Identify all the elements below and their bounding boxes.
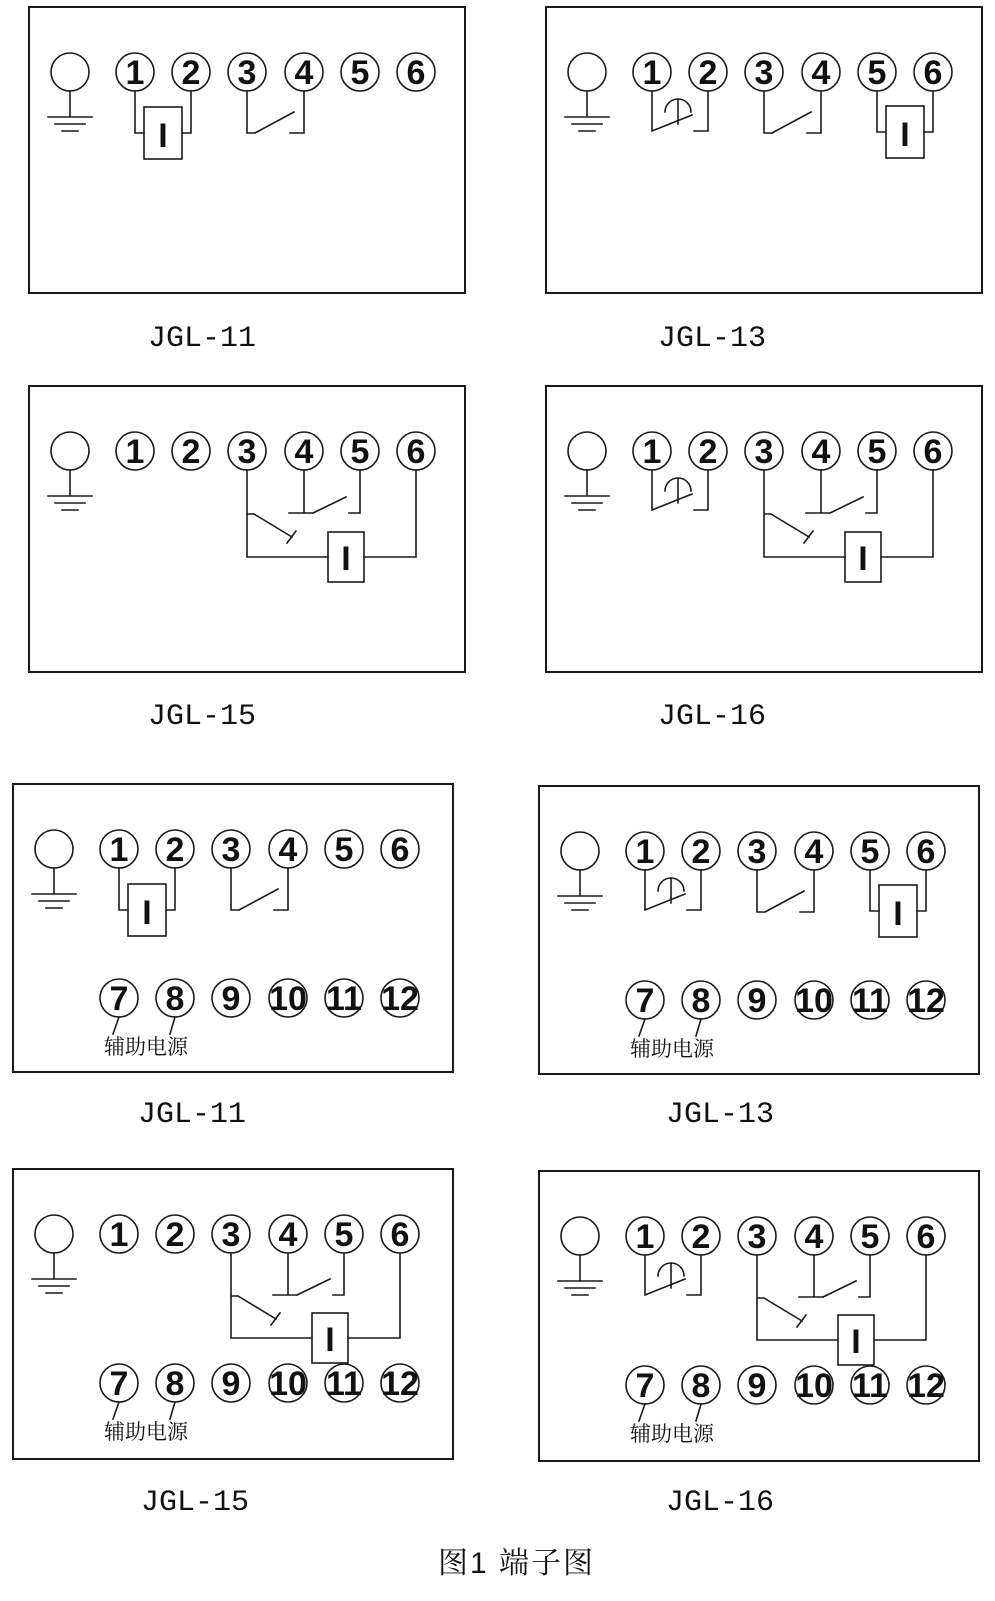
terminal-8: 8 bbox=[165, 1365, 185, 1403]
terminal-3: 3 bbox=[221, 1216, 241, 1254]
aux-terminal-circles bbox=[626, 981, 945, 1020]
coil-label: I bbox=[900, 116, 910, 154]
panel-label-jgl13-aux: JGL-13 bbox=[666, 1098, 775, 1132]
panel-jgl16-basic bbox=[545, 385, 983, 673]
terminal-10: 10 bbox=[795, 982, 833, 1020]
nc-contact-symbol bbox=[652, 470, 708, 510]
terminal-7: 7 bbox=[109, 980, 129, 1018]
terminal-9: 9 bbox=[221, 1365, 241, 1403]
terminal-4: 4 bbox=[811, 54, 831, 92]
aux-power-label: 辅助电源 bbox=[630, 1038, 714, 1061]
terminal-2: 2 bbox=[181, 433, 201, 471]
panel-label-jgl11-basic: JGL-11 bbox=[148, 322, 257, 356]
panel-border bbox=[13, 784, 453, 1072]
terminal-circles bbox=[100, 1215, 419, 1254]
ground-icon bbox=[565, 432, 609, 510]
terminal-3: 3 bbox=[237, 433, 257, 471]
terminal-12: 12 bbox=[907, 1367, 945, 1405]
terminal-6: 6 bbox=[406, 433, 426, 471]
terminal-3: 3 bbox=[747, 1218, 767, 1256]
terminal-7: 7 bbox=[109, 1365, 129, 1403]
panel-label-jgl13-basic: JGL-13 bbox=[658, 322, 767, 356]
terminal-9: 9 bbox=[747, 1367, 767, 1405]
aux-terminal-circles bbox=[100, 979, 419, 1018]
terminal-5: 5 bbox=[350, 54, 370, 92]
terminal-4: 4 bbox=[804, 833, 824, 871]
terminal-3: 3 bbox=[754, 433, 774, 471]
panel-jgl15-basic bbox=[28, 385, 466, 673]
aux-terminal-circles bbox=[100, 1364, 419, 1403]
panel-jgl16-aux bbox=[538, 1170, 980, 1462]
coil-label: I bbox=[142, 894, 152, 932]
panel-label-jgl16-basic: JGL-16 bbox=[658, 700, 767, 734]
terminal-11: 11 bbox=[852, 982, 888, 1020]
terminal-5: 5 bbox=[860, 833, 880, 871]
terminal-4: 4 bbox=[294, 54, 314, 92]
terminal-10: 10 bbox=[269, 980, 307, 1018]
terminal-10: 10 bbox=[795, 1367, 833, 1405]
coil-symbol bbox=[870, 870, 926, 937]
terminal-circles bbox=[626, 1217, 945, 1256]
terminal-2: 2 bbox=[691, 833, 711, 871]
terminal-6: 6 bbox=[916, 1218, 936, 1256]
aux-terminal-circles bbox=[626, 1366, 945, 1405]
terminal-1: 1 bbox=[642, 54, 662, 92]
terminal-9: 9 bbox=[747, 982, 767, 1020]
coil-label: I bbox=[158, 117, 168, 155]
ground-icon bbox=[48, 53, 92, 131]
panel-label-jgl11-aux: JGL-11 bbox=[138, 1098, 247, 1132]
terminal-4: 4 bbox=[804, 1218, 824, 1256]
terminal-1: 1 bbox=[109, 1216, 129, 1254]
coil-label: I bbox=[858, 540, 868, 578]
terminal-11: 11 bbox=[326, 1365, 362, 1403]
no-contact-symbol bbox=[231, 868, 288, 910]
figure-caption: 图1 端子图 bbox=[438, 1547, 596, 1580]
aux-power-leads bbox=[630, 1019, 715, 1061]
aux-power-leads bbox=[630, 1404, 715, 1446]
coil-label: I bbox=[893, 895, 903, 933]
coil-symbol bbox=[135, 91, 191, 159]
terminal-5: 5 bbox=[867, 54, 887, 92]
panel-jgl13-basic bbox=[545, 6, 983, 294]
ground-icon bbox=[558, 1217, 602, 1295]
panel-jgl15-aux bbox=[12, 1168, 454, 1460]
panel-jgl11-basic bbox=[28, 6, 466, 294]
terminal-12: 12 bbox=[907, 982, 945, 1020]
panel-border bbox=[13, 1169, 453, 1459]
terminal-7: 7 bbox=[635, 982, 655, 1020]
terminal-2: 2 bbox=[691, 1218, 711, 1256]
terminal-circles bbox=[116, 432, 435, 471]
terminal-12: 12 bbox=[381, 1365, 419, 1403]
aux-power-leads bbox=[104, 1402, 189, 1444]
coil-symbol bbox=[312, 1253, 400, 1363]
terminal-3: 3 bbox=[754, 54, 774, 92]
coil-symbol bbox=[877, 91, 933, 158]
terminal-9: 9 bbox=[221, 980, 241, 1018]
aux-power-label: 辅助电源 bbox=[104, 1036, 188, 1059]
terminal-6: 6 bbox=[916, 833, 936, 871]
coil-label: I bbox=[325, 1321, 335, 1359]
panel-jgl11-aux bbox=[12, 783, 454, 1073]
terminal-6: 6 bbox=[390, 831, 410, 869]
terminal-1: 1 bbox=[635, 1218, 655, 1256]
terminal-3: 3 bbox=[237, 54, 257, 92]
terminal-5: 5 bbox=[334, 831, 354, 869]
panel-border bbox=[29, 7, 465, 293]
terminal-3: 3 bbox=[221, 831, 241, 869]
terminal-4: 4 bbox=[294, 433, 314, 471]
terminal-circles bbox=[633, 53, 952, 92]
terminal-8: 8 bbox=[165, 980, 185, 1018]
aux-power-label: 辅助电源 bbox=[104, 1421, 188, 1444]
ground-icon bbox=[32, 1215, 76, 1293]
terminal-6: 6 bbox=[390, 1216, 410, 1254]
no-contact-symbol bbox=[757, 870, 814, 912]
coil-label: I bbox=[851, 1323, 861, 1361]
terminal-11: 11 bbox=[852, 1367, 888, 1405]
terminal-2: 2 bbox=[165, 831, 185, 869]
panel-border bbox=[539, 1171, 979, 1461]
terminal-2: 2 bbox=[165, 1216, 185, 1254]
panel-jgl13-aux bbox=[538, 785, 980, 1075]
aux-power-leads bbox=[104, 1017, 189, 1059]
terminal-8: 8 bbox=[691, 982, 711, 1020]
terminal-1: 1 bbox=[642, 433, 662, 471]
ground-icon bbox=[32, 830, 76, 908]
terminal-1: 1 bbox=[109, 831, 129, 869]
terminal-5: 5 bbox=[867, 433, 887, 471]
terminal-5: 5 bbox=[350, 433, 370, 471]
no-contact-symbol bbox=[247, 91, 304, 133]
panel-border bbox=[539, 786, 979, 1074]
panel-label-jgl15-aux: JGL-15 bbox=[141, 1486, 250, 1520]
terminal-2: 2 bbox=[698, 433, 718, 471]
terminal-2: 2 bbox=[698, 54, 718, 92]
terminal-circles bbox=[100, 830, 419, 869]
terminal-10: 10 bbox=[269, 1365, 307, 1403]
terminal-circles bbox=[116, 53, 435, 92]
coil-symbol bbox=[119, 868, 175, 936]
nc-contact-symbol bbox=[645, 1255, 701, 1295]
terminal-1: 1 bbox=[125, 54, 145, 92]
terminal-12: 12 bbox=[381, 980, 419, 1018]
panel-border bbox=[546, 7, 982, 293]
nc-contact-symbol bbox=[645, 870, 701, 910]
panel-label-jgl15-basic: JGL-15 bbox=[148, 700, 257, 734]
panel-label-jgl16-aux: JGL-16 bbox=[666, 1486, 775, 1520]
terminal-4: 4 bbox=[278, 1216, 298, 1254]
terminal-1: 1 bbox=[125, 433, 145, 471]
terminal-5: 5 bbox=[334, 1216, 354, 1254]
nc-contact-symbol bbox=[652, 91, 708, 131]
terminal-8: 8 bbox=[691, 1367, 711, 1405]
no-contact-symbol bbox=[764, 91, 821, 133]
terminal-4: 4 bbox=[278, 831, 298, 869]
terminal-6: 6 bbox=[406, 54, 426, 92]
terminal-4: 4 bbox=[811, 433, 831, 471]
terminal-6: 6 bbox=[923, 54, 943, 92]
aux-power-label: 辅助电源 bbox=[630, 1423, 714, 1446]
terminal-circles bbox=[633, 432, 952, 471]
ground-icon bbox=[48, 432, 92, 510]
coil-symbol bbox=[838, 1255, 926, 1365]
terminal-7: 7 bbox=[635, 1367, 655, 1405]
coil-label: I bbox=[341, 540, 351, 578]
ground-icon bbox=[558, 832, 602, 910]
ground-icon bbox=[565, 53, 609, 131]
terminal-6: 6 bbox=[923, 433, 943, 471]
terminal-3: 3 bbox=[747, 833, 767, 871]
terminal-circles bbox=[626, 832, 945, 871]
coil-symbol bbox=[328, 470, 416, 582]
coil-symbol bbox=[845, 470, 933, 582]
terminal-2: 2 bbox=[181, 54, 201, 92]
terminal-11: 11 bbox=[326, 980, 362, 1018]
terminal-5: 5 bbox=[860, 1218, 880, 1256]
terminal-1: 1 bbox=[635, 833, 655, 871]
